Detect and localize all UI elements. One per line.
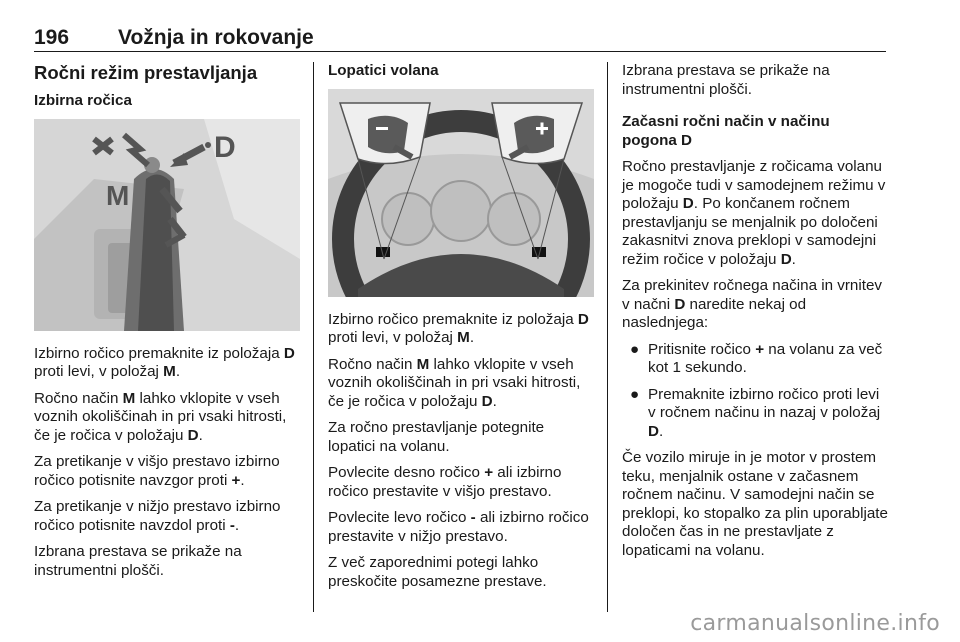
column-2 xyxy=(328,62,594,599)
label-d: D xyxy=(214,130,236,164)
bullet-dot: ● xyxy=(630,340,640,358)
col3-paragraph-4: Če vozilo miruje in je motor v prostem teku, menjalnik ostane v začasnem ročnem načinu. V samodejni način se preklopi, ko stopalko za plin uporabljate določen čas in ne prestavljate z lopaticami na volanu. xyxy=(622,449,888,559)
col2-paragraph-3: Za ročno prestavljanje potegnite lopatici na volanu. xyxy=(328,419,545,455)
header-rule xyxy=(34,51,886,52)
bullet-item-2: ● Premaknite izbirno ročico proti levi v ročnem načinu in nazaj v položaj D. xyxy=(622,386,888,442)
steering-paddles-figure xyxy=(328,89,594,297)
watermark: carmanualsonline.info xyxy=(690,611,940,636)
label-m: M xyxy=(106,179,130,211)
col2-paragraph-4: Povlecite desno ročico + ali izbirno ročico prestavite v višjo prestavo. xyxy=(328,464,562,500)
col3-paragraph-3: Za prekinitev ročnega načina in vrnitev v načni D naredite nekaj od naslednjega: xyxy=(622,277,883,331)
section-title: Ročni režim prestavljanja xyxy=(34,62,258,83)
col2-paragraph-5: Povlecite levo ročico - ali izbirno ročico prestavite v nižjo prestavo. xyxy=(328,509,589,545)
column-3 xyxy=(622,62,888,568)
col1-paragraph-1: Izbirno ročico premaknite iz položaja D proti levi, v položaj M. xyxy=(34,344,295,380)
col2-paragraph-2: Ročno način M lahko vklopite v vseh voznih okoliščinah in pri vsaki hitrosti, če je ročica v položaju D. xyxy=(328,355,581,410)
col3-paragraph-2: Ročno prestavljanje z ročicama volanu je mogoče tudi v samodejnem režimu v položaju D. Po končanem ročnem prestavljanju se menjalnik po določeni zakasnitvi znova preklopi v samodejni režim ročice v položaju D. xyxy=(622,158,886,268)
selector-lever-illustration xyxy=(34,119,300,331)
bullet-item-1: ● Pritisnite ročico + na volanu za več kot 1 sekundo. xyxy=(622,341,888,378)
col3-paragraph-1: Izbrana prestava se prikaže na instrumentni plošči. xyxy=(622,62,830,98)
col2-paragraph-1: Izbirno ročico premaknite iz položaja D proti levi, v položaj M. xyxy=(328,310,589,346)
col1-paragraph-5: Izbrana prestava se prikaže na instrumentni plošči. xyxy=(34,543,242,579)
column-1 xyxy=(34,62,300,588)
page-number: 196 xyxy=(34,26,70,49)
subhead-temporary-manual-mode: Začasni ročni način v načinu pogona D xyxy=(622,113,830,149)
selector-lever-figure xyxy=(34,119,300,331)
column-divider-1 xyxy=(313,62,314,612)
steering-wheel-illustration xyxy=(328,89,594,297)
subhead-steering-paddles: Lopatici volana xyxy=(328,62,439,79)
col1-paragraph-2: Ročno način M lahko vklopite v vseh voznih okoliščinah in pri vsaki hitrosti, če je ročica v položaju D. xyxy=(34,389,287,444)
col1-paragraph-3: Za pretikanje v višjo prestavo izbirno ročico potisnite navzgor proti +. xyxy=(34,453,280,489)
chapter-title: Vožnja in rokovanje xyxy=(118,26,314,49)
col1-paragraph-4: Za pretikanje v nižjo prestavo izbirno ročico potisnite navzdol proti -. xyxy=(34,498,281,534)
column-divider-2 xyxy=(607,62,608,612)
subhead-selector-lever: Izbirna ročica xyxy=(34,92,132,109)
col2-paragraph-6: Z več zaporednimi potegi lahko preskočite posamezne prestave. xyxy=(328,554,547,590)
page-header xyxy=(34,26,886,50)
bullet-dot: ● xyxy=(630,385,640,403)
